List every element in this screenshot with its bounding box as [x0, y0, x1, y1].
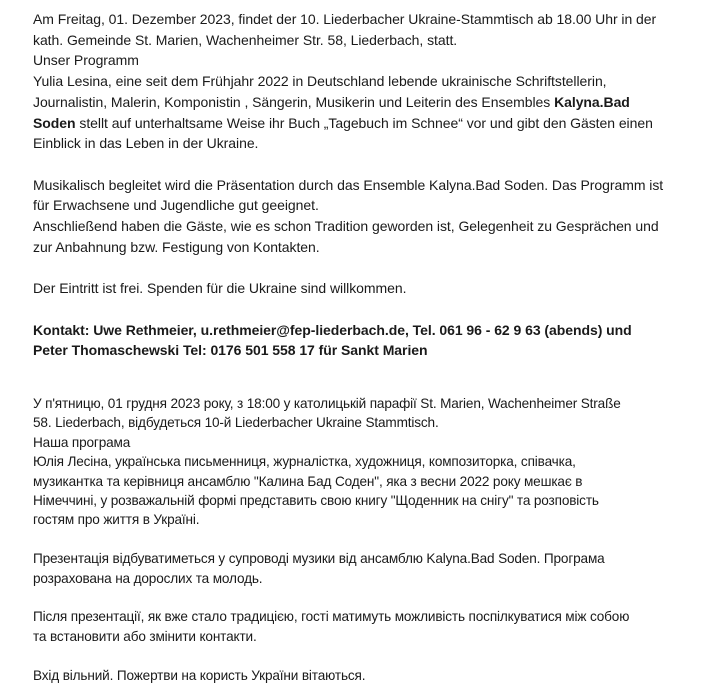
de-program-line: Einblick in das Leben in der Ukraine.	[33, 135, 259, 152]
de-program-line: Yulia Lesina, eine seit dem Frühjahr 2022 in Deutschland lebende ukrainische Schriftstellerin,	[33, 73, 607, 90]
spacer	[33, 299, 705, 320]
ukrainian-section	[33, 394, 705, 685]
de-entry-line: Der Eintritt ist frei. Spenden für die Ukraine sind willkommen.	[33, 280, 407, 297]
de-contact-line: Kontakt: Uwe Rethmeier, u.rethmeier@fep-liederbach.de, Tel. 061 96 - 62 9 63 (abends) und	[33, 321, 632, 338]
uk-presentation-line: розрахована на дорослих та молодь.	[33, 570, 263, 586]
uk-intro-line: У п'ятницю, 01 грудня 2023 року, з 18:00 у католицькій парафії St. Marien, Wachenheimer Straße	[33, 395, 621, 411]
uk-program-line: гостям про життя в Україні.	[33, 512, 200, 528]
spacer	[33, 588, 705, 607]
spacer	[33, 361, 705, 394]
de-music-line: Musikalisch begleitet wird die Präsentation durch das Ensemble Kalyna.Bad Soden. Das Programm ist	[33, 176, 664, 193]
uk-program-line: Німеччині, у розважальній формі представить свою книгу "Щоденник на снігу" та розповість	[33, 492, 599, 508]
de-music-line: zur Anbahnung bzw. Festigung von Kontakten.	[33, 238, 320, 255]
ensemble-name-bold: Kalyna.Bad	[554, 93, 630, 110]
spacer	[33, 257, 705, 278]
de-program-line	[33, 92, 705, 113]
document-page	[33, 9, 705, 685]
de-music-line: für Erwachsene und Jugendliche gut geeignet.	[33, 197, 319, 214]
spacer	[33, 154, 705, 175]
de-program-text: Journalistin, Malerin, Komponistin , Sängerin, Musikerin und Leiterin des Ensembles	[33, 93, 555, 110]
uk-after-line: Після презентації, як вже стало традицією, гості матимуть можливість поспілкуватися між собою	[33, 609, 630, 625]
uk-program-line: музикантка та керівниця ансамблю "Калина Бад Соден", яка з весни 2022 року мешкає в	[33, 473, 583, 489]
de-intro-line: Am Freitag, 01. Dezember 2023, findet der 10. Liederbacher Ukraine-Stammtisch ab 18.00 Uhr in der	[33, 11, 657, 27]
de-music-line: Anschließend haben die Gäste, wie es schon Tradition geworden ist, Gelegenheit zu Gesprächen und	[33, 218, 659, 235]
uk-after-line: та встановити або змінити контакти.	[33, 628, 257, 644]
de-program-line	[33, 113, 705, 134]
uk-program-line: Юлія Лесіна, українська письменниця, журналістка, художниця, композиторка, співачка,	[33, 454, 576, 470]
spacer	[33, 646, 705, 665]
de-program-heading: Unser Programm	[33, 52, 139, 69]
german-section	[33, 9, 705, 361]
uk-intro-line: 58. Liederbach, відбудеться 10-й Liederbacher Ukraine Stammtisch.	[33, 415, 439, 431]
spacer	[33, 530, 705, 549]
uk-presentation-line: Презентація відбуватиметься у супроводі музики від ансамблю Kalyna.Bad Soden. Програма	[33, 551, 605, 567]
de-contact-line: Peter Thomaschewski Tel: 0176 501 558 17 für Sankt Marien	[33, 342, 428, 359]
de-intro-line: kath. Gemeinde St. Marien, Wachenheimer Str. 58, Liederbach, statt.	[33, 31, 458, 48]
uk-program-heading: Наша програма	[33, 434, 131, 450]
ensemble-name-bold: Soden	[33, 114, 76, 131]
de-program-text: stellt auf unterhaltsame Weise ihr Buch „Tagebuch im Schnee“ vor und gibt den Gästen einen	[75, 114, 653, 131]
uk-entry-line: Вхід вільний. Пожертви на користь України вітаються.	[33, 667, 366, 683]
